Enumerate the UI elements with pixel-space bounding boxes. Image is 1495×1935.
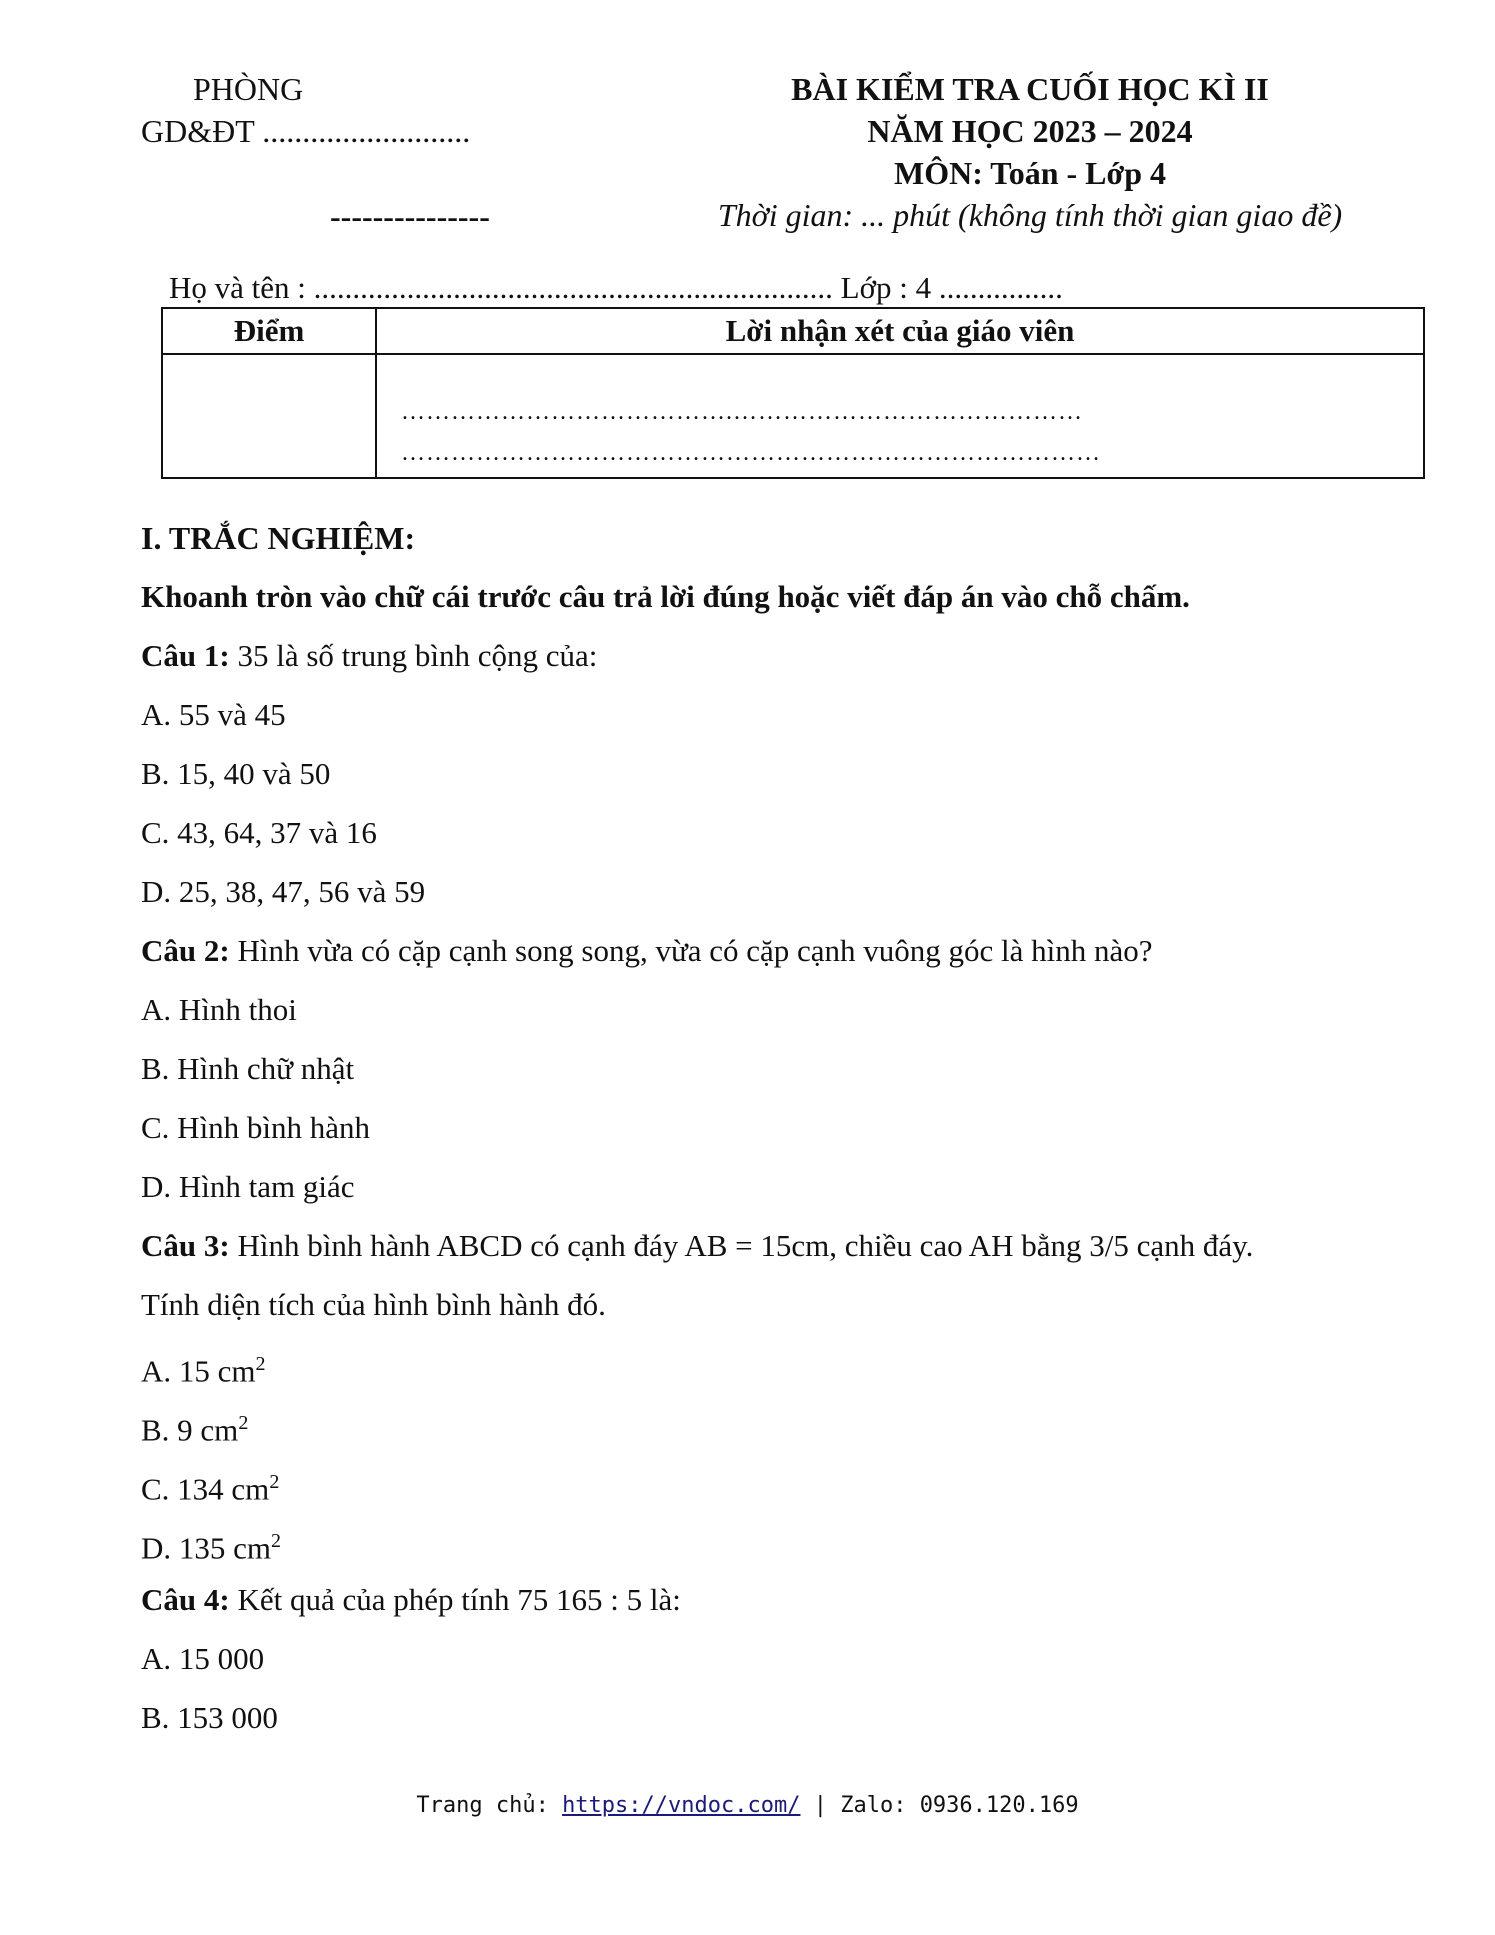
option-text: D. 135 cm — [141, 1530, 272, 1566]
question-text: 35 là số trung bình cộng của: — [229, 638, 598, 673]
exam-time: Thời gian: ... phút (không tính thời gian giao đề) — [717, 197, 1343, 233]
page-footer — [0, 1793, 1495, 1818]
homepage-link[interactable]: https://vndoc.com/ — [562, 1793, 801, 1818]
question-3 — [141, 1226, 1253, 1266]
question-label: Câu 2: — [141, 933, 230, 968]
q3-option-b[interactable] — [141, 1403, 248, 1450]
header-dashes: --------------- — [330, 198, 490, 234]
q2-option-c[interactable]: C. Hình bình hành — [141, 1110, 371, 1145]
unit-superscript: 2 — [238, 1412, 249, 1434]
question-1 — [141, 636, 597, 676]
unit-superscript: 2 — [269, 1471, 280, 1493]
q4-option-b[interactable]: B. 153 000 — [141, 1700, 278, 1735]
q1-option-d[interactable]: D. 25, 38, 47, 56 và 59 — [141, 874, 426, 909]
teacher-comment-cell[interactable] — [376, 354, 1424, 478]
score-cell[interactable] — [162, 354, 376, 478]
score-header: Điểm — [162, 308, 376, 354]
q2-option-a[interactable]: A. Hình thoi — [141, 992, 297, 1027]
footer-prefix: Trang chủ: — [416, 1793, 563, 1818]
unit-superscript: 2 — [255, 1353, 266, 1375]
department-line2: GD&ĐT .......................... — [141, 113, 471, 149]
question-label: Câu 4: — [141, 1582, 230, 1617]
q2-option-d[interactable]: D. Hình tam giác — [141, 1169, 355, 1204]
exam-title: BÀI KIỂM TRA CUỐI HỌC KÌ II — [791, 71, 1269, 107]
q3-option-a[interactable] — [141, 1344, 266, 1391]
q3-option-c[interactable] — [141, 1462, 279, 1509]
question-label: Câu 1: — [141, 638, 230, 673]
option-text: C. 134 cm — [141, 1471, 270, 1507]
question-4 — [141, 1580, 681, 1620]
q1-option-c[interactable]: C. 43, 64, 37 và 16 — [141, 815, 377, 850]
school-year: NĂM HỌC 2023 – 2024 — [867, 113, 1193, 149]
question-text: Kết quả của phép tính 75 165 : 5 là: — [229, 1582, 681, 1617]
subject-line: MÔN: Toán - Lớp 4 — [894, 155, 1166, 191]
department-line1: PHÒNG — [193, 71, 304, 107]
question-label: Câu 3: — [141, 1228, 230, 1263]
q1-option-a[interactable]: A. 55 và 45 — [141, 697, 286, 732]
student-name-line: Họ và tên : ................................................................... Lớp : 4 ................ — [169, 270, 1063, 305]
grade-table — [161, 307, 1425, 479]
unit-superscript: 2 — [271, 1530, 282, 1552]
question-2 — [141, 931, 1153, 971]
q3-option-d[interactable] — [141, 1521, 281, 1568]
option-text: A. 15 cm — [141, 1353, 256, 1389]
comment-dots-2: ………………………………………………………………………… — [401, 440, 1101, 466]
comment-dots-1: ………………………………….…………………………………… — [401, 399, 1083, 425]
q1-option-b[interactable]: B. 15, 40 và 50 — [141, 756, 331, 791]
q4-option-a[interactable]: A. 15 000 — [141, 1641, 265, 1676]
question-3-line2: Tính diện tích của hình bình hành đó. — [141, 1287, 606, 1322]
question-text: Hình vừa có cặp cạnh song song, vừa có cặp cạnh vuông góc là hình nào? — [229, 933, 1153, 968]
option-text: B. 9 cm — [141, 1412, 239, 1448]
section-title: I. TRẮC NGHIỆM: — [141, 520, 416, 556]
teacher-comment-header: Lời nhận xét của giáo viên — [376, 308, 1424, 354]
q2-option-b[interactable]: B. Hình chữ nhật — [141, 1051, 355, 1086]
question-text: Hình bình hành ABCD có cạnh đáy AB = 15cm, chiều cao AH bằng 3/5 cạnh đáy. — [229, 1228, 1254, 1263]
section-instruction: Khoanh tròn vào chữ cái trước câu trả lời đúng hoặc viết đáp án vào chỗ chấm. — [141, 579, 1190, 614]
footer-contact: | Zalo: 0936.120.169 — [800, 1793, 1079, 1818]
